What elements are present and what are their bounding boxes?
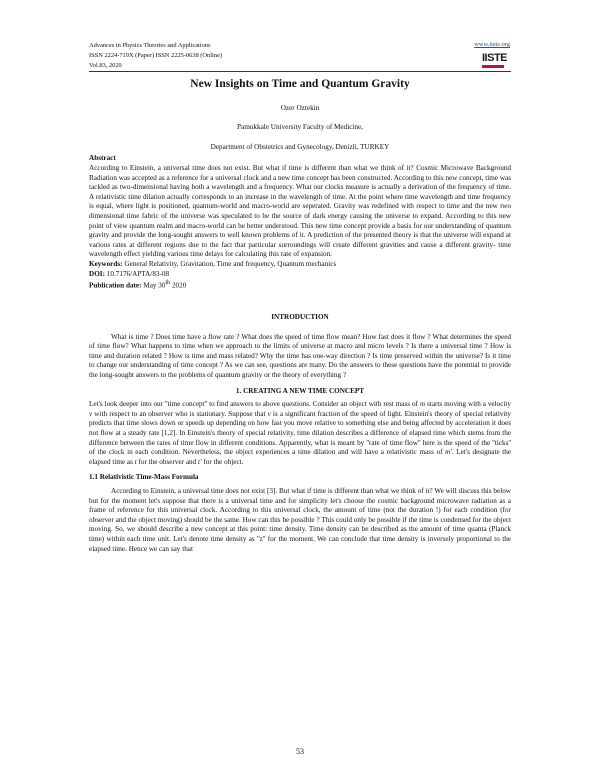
logo-text: IISTE	[482, 52, 508, 64]
journal-volume: Vol.83, 2020	[89, 62, 122, 69]
article-body	[89, 80, 511, 554]
publication-date-label: Publication date:	[89, 281, 142, 290]
iiste-logo	[482, 52, 508, 68]
logo-bar	[482, 65, 504, 68]
page-number: 53	[296, 747, 304, 756]
publication-date-suffix: th	[165, 280, 171, 287]
section-1-1-text: According to Einstein, a universal time does not exist [3]. But what if time is different than what we think of it? We will discuss this below but for the moment let's suppose that there is a universal time and for simplicity let's choose the cosmic background microwave radiation as a frame of reference for this universal clock. According to this universal clock, the amount of time (not the duration !) for each condition (for observer and the object moving) should be the same. How can this be possible ? This could only be possible if the time is condensed for the object moving. So, we should describe a new concept at this point: time density. Time density can be described as the amount of time quanta (Planck time) within each time unit. Let's denote time density as ''z'' for the moment. We can conclude that time density is inversely proportional to the elapsed time. Hence we can say that	[89, 486, 511, 553]
keywords-line	[89, 260, 511, 270]
publication-year: 2020	[171, 281, 187, 290]
doi-line	[89, 270, 511, 280]
section-1-heading: 1. CREATING A NEW TIME CONCEPT	[235, 386, 365, 395]
journal-website-link[interactable]: www.iiste.org	[474, 41, 510, 48]
journal-header	[89, 41, 222, 71]
section-1-text: Let's look deeper into our ''time concept'' to find answers to above questions. Consider an object with rest mass of m starts moving with a velocity v with respect to an observer who is stationary. Suppose that v is a significant fraction of the speed of light. Einstein's theory of special relativity predicts that time slows down or speeds up depending on how fast you move relative to something else and being affected by acceleration it does not flow at a steady rate [1,2]. In Einstein's theory of special relativity, time dilation describes a difference of elapsed time which stems from the difference between the rates of time flow in different conditions. Apparently, what is meant by ''rate of time flow'' here is the speed of the ''ticks'' of the clock in each condition. Nevertheless, the object experiences a time dilation and will have a relativistic mass of m'. Let's designate the elapsed time as t for the observer and t' for the object.	[89, 400, 512, 466]
affiliation-department: Department of Obstetrics and Gynecology, Denizli, TURKEY	[210, 142, 390, 151]
introduction-text: What is time ? Does time have a flow rate ? What does the speed of time flow mean? How fast does it flow ? What determines the speed of time flow? What happens to time when we approach to the limits of universe at macro and micro levels ? Is there a universal time ? How is time and duration related ? How is time and mass related? Why the time has one-way direction ? Is time preserved within the universe? Is it time to change our understanding of time concept ? As we can see, questions are many. Do the answers to these questions have the potential to provide the long-sought answers to the problems of quantum gravity or the theory of everything ?	[89, 332, 511, 380]
publication-date-line	[89, 279, 511, 291]
keywords-label: Keywords:	[89, 259, 123, 268]
publication-date: May 30	[143, 281, 166, 290]
doi-value: 10.7176/APTA/83-08	[106, 269, 170, 278]
doi-label: DOI:	[89, 269, 105, 278]
keywords: General Relativity, Gravitation, Time and frequency, Quantum mechanics	[124, 259, 337, 268]
paper-title: New Insights on Time and Quantum Gravity	[190, 78, 410, 90]
journal-issn: ISSN 2224-719X (Paper) ISSN 2225-0638 (Online)	[89, 52, 222, 59]
introduction-heading: INTRODUCTION	[271, 313, 329, 322]
journal-name: Advances in Physics Theories and Applications	[89, 42, 211, 49]
author-name: Ozer Oztekin	[280, 103, 320, 112]
affiliation-university: Pamukkale University Faculty of Medicine,	[237, 123, 363, 132]
section-1-1-heading: 1.1 Relativistic Time-Mass Formula	[89, 473, 199, 482]
abstract-heading: Abstract	[89, 154, 116, 163]
header-rule	[89, 71, 511, 72]
abstract-text: According to Einstein, a universal time does not exist. But what if time is different than what we think of it? Cosmic Microwave Background Radiation was accepted as a reference for a universal clock and a new time concept has been constructed. According to this new concept, time was tackled as two-dimensional having both a wavelength and a frequency. What our clocks measure is actually a derivation of the frequency of time. A relativistic time dilation actually corresponds to an increase in the wavelength of time. At the point where time wavelength and time frequency is equal, where light is positioned, quantum-world and macro-world are seperated. Gravity was redefined with respect to time and the new two dimensional time fabric of the universe was speculated to be the source of dark energy causing the universe to expand. According to this new point of view quantum realm and macro-world can be better understood. This new time concept provide a basis for our understanding of quantum gravity and provide the long-sought answers to well known problems of it. A prediction of the presented theory is that the universe will expand at various rates at different regions due to the fact that particular surroundings will create different gravities and cause a different gravity- time wavelength effect yielding various time delays for calculating this rate of expansion.	[89, 163, 511, 259]
